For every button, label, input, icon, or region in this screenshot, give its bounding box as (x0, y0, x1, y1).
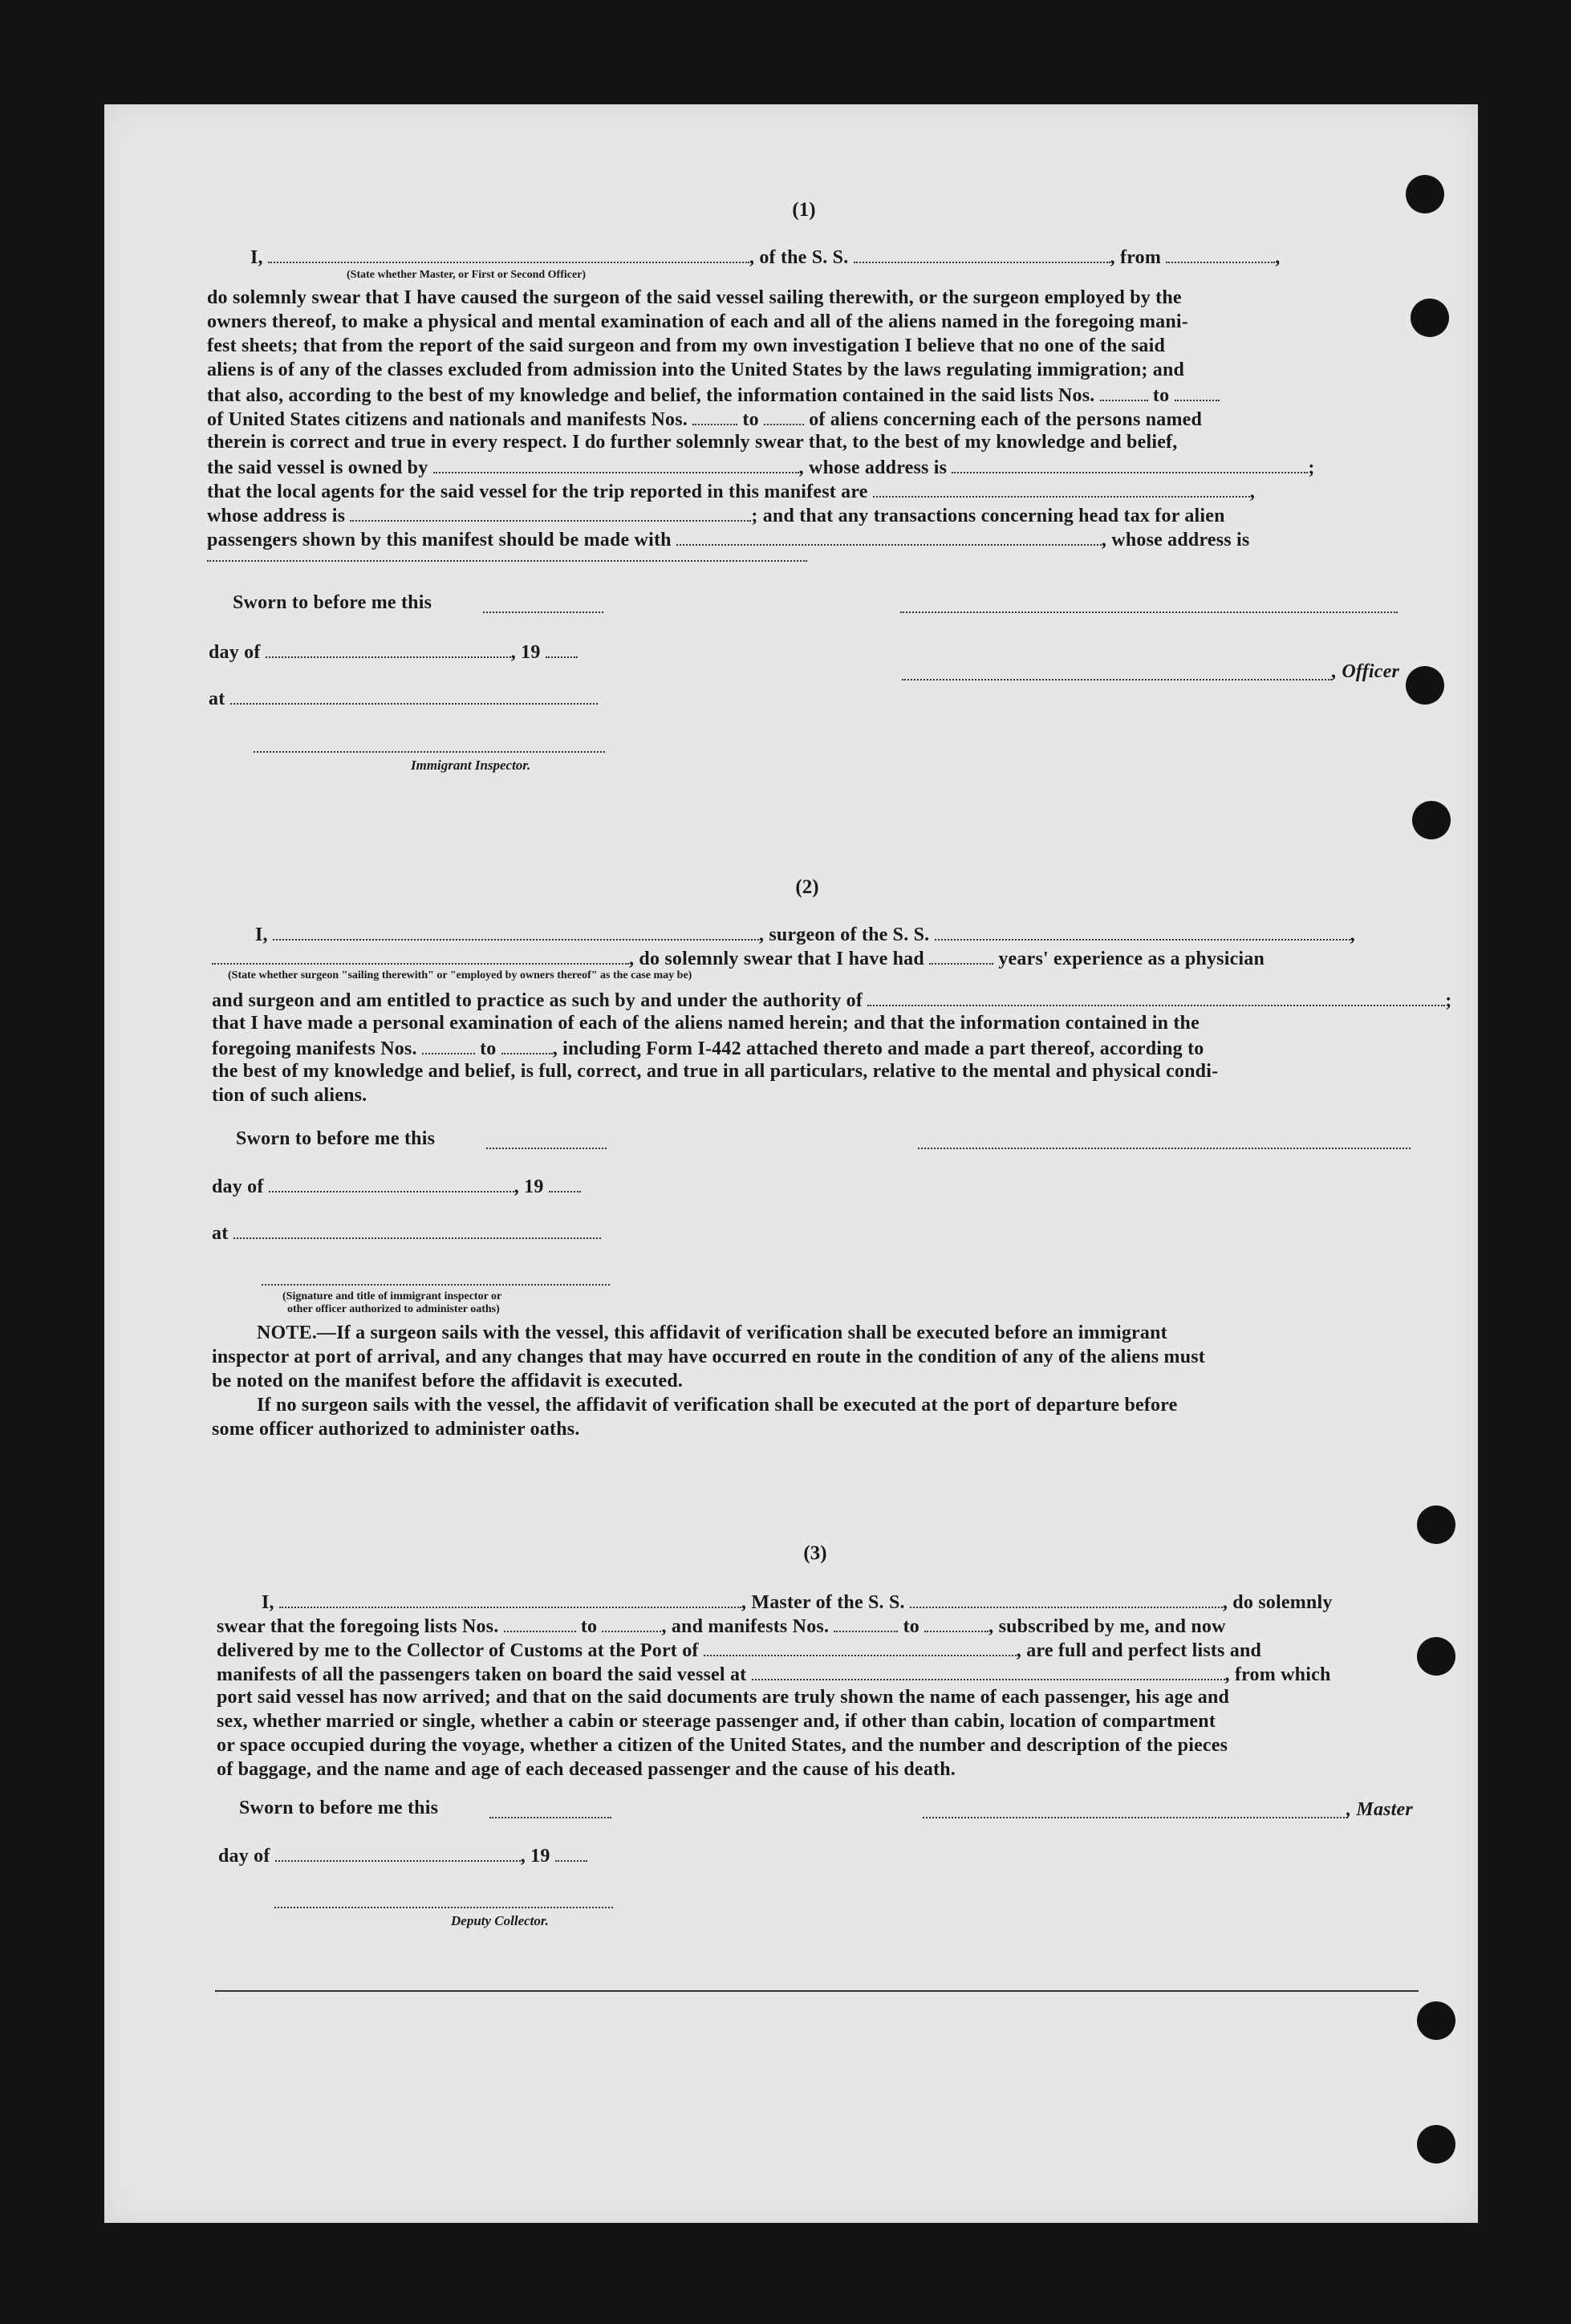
sig-note-line-1: (Signature and title of immigrant inspector or (282, 1290, 502, 1302)
master-signature-field[interactable] (923, 1815, 1348, 1818)
sworn-date-field-1[interactable] (483, 610, 603, 613)
year-field-3[interactable] (555, 1844, 587, 1862)
deputy-title: Deputy Collector. (451, 1913, 549, 1928)
text: at (209, 689, 225, 709)
section-1-number: (1) (792, 199, 816, 221)
text: delivered by me to the Collector of Customs at the Port of (217, 1640, 699, 1661)
punch-hole-8 (1417, 2125, 1455, 2164)
text: to (903, 1616, 919, 1637)
text: , 19 (514, 1176, 544, 1197)
port-field[interactable] (704, 1639, 1017, 1656)
head-tax-party-field[interactable] (676, 528, 1102, 546)
section-2-number: (2) (795, 876, 819, 898)
punch-hole-4 (1412, 801, 1451, 839)
text: manifests of all the passengers taken on board the said vessel at (217, 1664, 747, 1685)
section-1-body-6 (207, 408, 1202, 431)
section-2-line-2 (212, 947, 1265, 970)
text: the said vessel is owned by (207, 457, 428, 478)
text: that the local agents for the said vessel for the trip reported in this manifest are (207, 481, 868, 502)
text: at (212, 1223, 229, 1244)
inspector-signature-field[interactable] (254, 750, 605, 753)
section-1-body-7: therein is correct and true in every respect. I do further solemnly swear that, to the best of my knowledge and belief, (207, 432, 1178, 453)
section-3-body-2: sex, whether married or single, whether a cabin or steerage passenger and, if other than cabin, location of compartment (217, 1711, 1216, 1732)
owner-field[interactable] (433, 456, 799, 473)
officer-signature-field[interactable] (902, 677, 1332, 681)
text: , of the S. S. (749, 247, 849, 268)
note-line-1: NOTE.—If a surgeon sails with the vessel, this affidavit of verification shall be executed before an immigrant (257, 1322, 1167, 1343)
punch-hole-1 (1406, 175, 1444, 213)
section-1-line-1 (250, 246, 1280, 269)
text: and surgeon and am entitled to practice as such by and under the authority of (212, 990, 863, 1011)
text: swear that the foregoing lists Nos. (217, 1616, 499, 1637)
section-1-body-3: fest sheets; that from the report of the said surgeon and from my own investigation I believe that no one of the said (207, 335, 1166, 356)
punch-hole-7 (1417, 2001, 1455, 2040)
day-of-label-3 (218, 1844, 587, 1867)
master-lists-from-field[interactable] (504, 1615, 576, 1632)
section-2-body-2: that I have made a personal examination of each of the aliens named herein; and that the information contained in the (212, 1013, 1200, 1034)
manifests-from-field[interactable] (692, 408, 737, 425)
surgeon-signature-field[interactable] (918, 1146, 1411, 1149)
punch-hole-6 (1417, 1637, 1455, 1676)
text: , (1249, 481, 1256, 502)
sworn-date-field-3[interactable] (489, 1815, 611, 1818)
section-2-body-4: the best of my knowledge and belief, is full, correct, and true in all particulars, relative to the mental and physical condi- (212, 1061, 1219, 1082)
text: to (1152, 385, 1170, 406)
officer-signature-line-top[interactable] (900, 610, 1398, 613)
surgeon-status-field[interactable] (212, 947, 629, 965)
officer-title: , Officer (1332, 661, 1399, 682)
text: passengers shown by this manifest should be made with (207, 530, 672, 551)
month-field-1[interactable] (266, 640, 511, 658)
sworn-label-2: Sworn to before me this (236, 1128, 436, 1149)
deputy-signature-field[interactable] (274, 1905, 613, 1908)
section-2-line-1 (255, 923, 1355, 946)
text: years' experience as a physician (998, 949, 1265, 969)
text: , surgeon of the S. S. (758, 924, 930, 945)
section-1-body-11 (207, 528, 1249, 551)
agents-field[interactable] (873, 480, 1250, 498)
at-label-1 (209, 687, 598, 710)
day-of-label-2 (212, 1175, 581, 1198)
officer-rank-field[interactable] (268, 246, 749, 263)
note-line-5: some officer authorized to administer oaths. (212, 1419, 580, 1440)
section-1-body-2: owners thereof, to make a physical and mental examination of each and all of the aliens named in the foregoing mani- (207, 311, 1188, 332)
section-1-body-10 (207, 504, 1225, 527)
note-line-3: be noted on the manifest before the affidavit is executed. (212, 1371, 684, 1392)
text: I, (250, 247, 263, 268)
text: I, (255, 924, 268, 945)
manifests-to-field[interactable] (764, 408, 804, 425)
text: , and manifests Nos. (661, 1616, 830, 1637)
text: , from which (1224, 1664, 1331, 1685)
section-1-body-8 (207, 456, 1315, 479)
inspector-title: Immigrant Inspector. (411, 758, 531, 773)
text: , Master of the S. S. (741, 1592, 905, 1613)
sworn-date-field-2[interactable] (486, 1146, 607, 1149)
text: , 19 (510, 642, 541, 663)
text: , 19 (520, 1846, 550, 1867)
ship-name-field[interactable] (854, 246, 1110, 263)
section-2-body-5: tion of such aliens. (212, 1085, 367, 1106)
section-1-body-1: do solemnly swear that I have caused the surgeon of the said vessel sailing therewith, or the surgeon employed by the (207, 287, 1182, 308)
text: , are full and perfect lists and (1016, 1640, 1262, 1661)
text: I, (262, 1592, 274, 1613)
text: ; (1445, 990, 1452, 1011)
section-3-line-4 (217, 1663, 1331, 1686)
text: , from (1110, 247, 1162, 268)
authority-field[interactable] (867, 989, 1445, 1006)
text: to (480, 1038, 497, 1059)
text: , (1275, 247, 1281, 268)
section-3-line-2 (217, 1615, 1226, 1638)
lists-from-field[interactable] (1100, 384, 1148, 401)
year-field-2[interactable] (549, 1175, 581, 1192)
text: , whose address is (798, 457, 948, 478)
master-lists-to-field[interactable] (602, 1615, 661, 1632)
text: to (742, 409, 759, 430)
surgeon-name-field[interactable] (273, 923, 759, 941)
sworn-label-1: Sworn to before me this (233, 592, 432, 613)
lists-to-field[interactable] (1175, 384, 1220, 401)
text: , whose address is (1101, 530, 1250, 551)
punch-hole-5 (1417, 1505, 1455, 1544)
master-ship-field[interactable] (910, 1591, 1223, 1608)
text: , (1350, 924, 1355, 945)
sworn-label-3: Sworn to before me this (239, 1798, 439, 1818)
text: , do solemnly (1222, 1592, 1333, 1613)
document-page (104, 104, 1478, 2223)
section-2-body-1 (212, 989, 1451, 1012)
at-place-field-1[interactable] (230, 687, 598, 705)
sig-note-line-2: other officer authorized to administer oaths) (287, 1303, 500, 1315)
surgeon-ship-field[interactable] (935, 923, 1350, 941)
text: day of (209, 642, 261, 663)
note-line-4: If no surgeon sails with the vessel, the affidavit of verification shall be executed at the port of departure before (257, 1395, 1178, 1416)
text: day of (218, 1846, 270, 1867)
text: , including Form I-442 attached thereto and made a part thereof, according to (552, 1038, 1204, 1059)
text: of United States citizens and nationals and manifests Nos. (207, 409, 688, 430)
text: ; and that any transactions concerning head tax for alien (751, 506, 1225, 526)
text: ; (1308, 457, 1315, 478)
day-of-label-1 (209, 640, 578, 664)
section-3-line-3 (217, 1639, 1261, 1662)
text: day of (212, 1176, 264, 1197)
section-3-body-4: of baggage, and the name and age of each deceased passenger and the cause of his death. (217, 1759, 956, 1780)
head-tax-address-field[interactable] (207, 559, 807, 562)
master-title: , Master (1346, 1799, 1413, 1820)
section-3-line-1 (262, 1591, 1333, 1614)
section-1-body-5 (207, 384, 1220, 407)
text: that also, according to the best of my knowledge and belief, the information contained in the said lists Nos. (207, 385, 1095, 406)
embark-port-field[interactable] (752, 1663, 1225, 1680)
state-note-1: (State whether Master, or First or Second Officer) (347, 269, 587, 281)
year-field-1[interactable] (546, 640, 578, 658)
master-name-field[interactable] (279, 1591, 741, 1608)
owner-address-field[interactable] (952, 456, 1308, 473)
punch-hole-3 (1406, 666, 1444, 705)
surgeon-manifest-from-field[interactable] (422, 1037, 475, 1054)
text: to (580, 1616, 598, 1637)
punch-hole-2 (1411, 299, 1449, 337)
master-manifests-to-field[interactable] (924, 1615, 988, 1632)
section-3-number: (3) (803, 1542, 827, 1564)
section-2-body-3 (212, 1037, 1204, 1060)
text: whose address is (207, 506, 346, 526)
text: , do solemnly swear that I have had (629, 949, 924, 969)
note-line-2: inspector at port of arrival, and any changes that may have occurred en route in the condition of any of the aliens must (212, 1347, 1205, 1367)
bottom-rule (215, 1990, 1419, 1992)
surgeon-manifest-to-field[interactable] (501, 1037, 553, 1054)
month-field-3[interactable] (275, 1844, 521, 1862)
section-1-body-4: aliens is of any of the classes excluded from admission into the United States by the laws regulating immigration; and (207, 360, 1185, 380)
text: , subscribed by me, and now (988, 1616, 1226, 1637)
agents-address-field[interactable] (350, 504, 751, 522)
section-3-body-3: or space occupied during the voyage, whether a citizen of the United States, and the number and description of the pieces (217, 1735, 1228, 1756)
from-port-field[interactable] (1166, 246, 1275, 263)
master-manifests-from-field[interactable] (834, 1615, 898, 1632)
month-field-2[interactable] (269, 1175, 514, 1192)
at-label-2 (212, 1221, 601, 1245)
text: foregoing manifests Nos. (212, 1038, 417, 1059)
state-note-2: (State whether surgeon "sailing therewith" or "employed by owners thereof" as the case may be) (228, 969, 692, 981)
text: of aliens concerning each of the persons named (809, 409, 1203, 430)
years-field[interactable] (929, 947, 993, 965)
inspector-signature-field-2[interactable] (262, 1282, 610, 1286)
section-1-body-9 (207, 480, 1255, 503)
at-place-field-2[interactable] (233, 1221, 601, 1239)
section-3-body-1: port said vessel has now arrived; and that on the said documents are truly shown the name of each passenger, his age and (217, 1687, 1230, 1708)
